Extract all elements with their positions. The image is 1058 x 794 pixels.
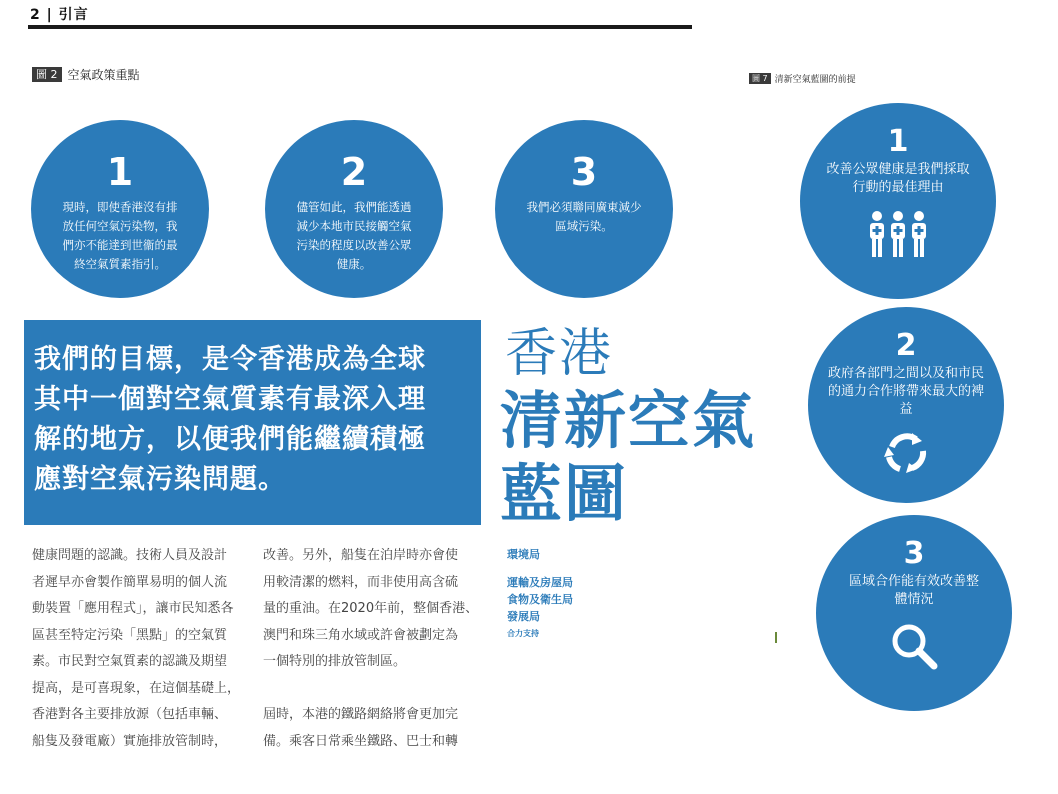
body-line: 動裝置「應用程式」，讓市民知悉各 [32,601,234,616]
body-line [263,676,485,703]
headline-line: 應對空氣污染問題。 [34,464,286,495]
body-line: 一個特別的排放管制區。 [263,654,407,669]
bureau-item: 運輸及房屋局 [507,576,573,589]
premise-circle-text: 政府各部門之間以及和市民的通力合作將帶來最大的裨益 [827,366,984,417]
premise-circle-1 [800,103,996,299]
headline-line: 其中一個對空氣質素有最深入理 [34,384,426,415]
headline-box [24,320,481,525]
premise-circle-3 [816,515,1012,711]
headline-line: 解的地方，以便我們能繼續積極 [34,424,426,455]
body-line: 船隻及發電廠）實施排放管制時， [32,733,228,749]
premise-circle-2 [808,307,1004,503]
policy-circle-text: 我們必須聯同廣東減少區域污染。 [526,200,642,233]
body-line: 量的重油。在2020年前，整個香港、 [263,601,479,616]
body-line: 區甚至特定污染「黑點」的空氣質 [32,627,228,643]
small-mark [775,632,777,643]
body-line: 素。市民對空氣質素的認識及期望 [32,654,228,669]
body-line: 屆時，本港的鐵路網絡將會更加完 [263,707,459,722]
premise-circle-number: 1 [887,124,909,159]
body-column-1 [32,543,252,755]
headline-line: 我們的目標，是令香港成為全球 [34,344,426,375]
cycle-icon [882,431,930,479]
figure-7-tag: 圖 7 [749,73,771,84]
people-icon [866,209,930,263]
body-line: 用較清潔的燃料，而非使用高含硫 [263,574,459,590]
premise-circle-number: 3 [903,536,925,571]
premise-circle-text: 區域合作能有效改善整體情況 [848,574,979,607]
blueprint-title-line2: 清新空氣 [500,384,757,457]
figure-2-title: 空氣政策重點 [67,68,140,82]
body-line: 香港對各主要排放源（包括車輛、 [32,707,228,722]
policy-circle-2 [265,120,443,298]
policy-circle-1 [31,120,209,298]
support-text: 合力支持 [507,629,539,638]
premise-circle-number: 2 [895,328,917,363]
body-line: 提高，是可喜現象，在這個基礎上， [32,680,241,696]
policy-circle-3 [495,120,673,298]
body-line: 澳門和珠三角水域或許會被劃定為 [263,627,459,643]
blueprint-title-line3: 藍圖 [500,457,629,530]
body-line: 改善。另外，船隻在泊岸時亦會使 [263,548,459,563]
bureau-environment: 環境局 [507,548,540,561]
page-header: 2 | 引言 [30,7,89,23]
magnifier-icon [889,621,939,675]
policy-circle-number: 2 [340,150,368,194]
policy-circle-number: 1 [106,150,134,194]
blueprint-title-small: 香港 [505,324,614,384]
body-line: 備。乘客日常乘坐鐵路、巴士和轉 [263,733,459,749]
figure-7-label [749,72,856,85]
premise-circle-text: 改善公眾健康是我們採取行動的最佳理由 [826,162,970,195]
body-line: 者遲早亦會製作簡單易明的個人流 [32,574,228,590]
body-line: 健康問題的認識。技術人員及設計 [32,548,228,563]
figure-2-label [32,66,140,83]
bureau-item: 食物及衛生局 [507,593,573,606]
policy-circle-text: 儘管如此，我們能透過減少本地市民接觸空氣污染的程度以改善公眾健康。 [296,200,412,271]
header-rule [28,25,692,29]
bureau-item: 發展局 [507,610,540,623]
figure-7-title: 清新空氣藍圖的前提 [774,75,856,85]
policy-circle-text: 現時，即使香港沒有排放任何空氣污染物，我們亦不能達到世衞的最終空氣質素指引。 [62,200,178,271]
body-column-2 [263,543,485,755]
policy-circle-number: 3 [570,150,598,194]
bureau-list [507,574,573,639]
figure-2-tag: 圖 2 [32,67,62,82]
